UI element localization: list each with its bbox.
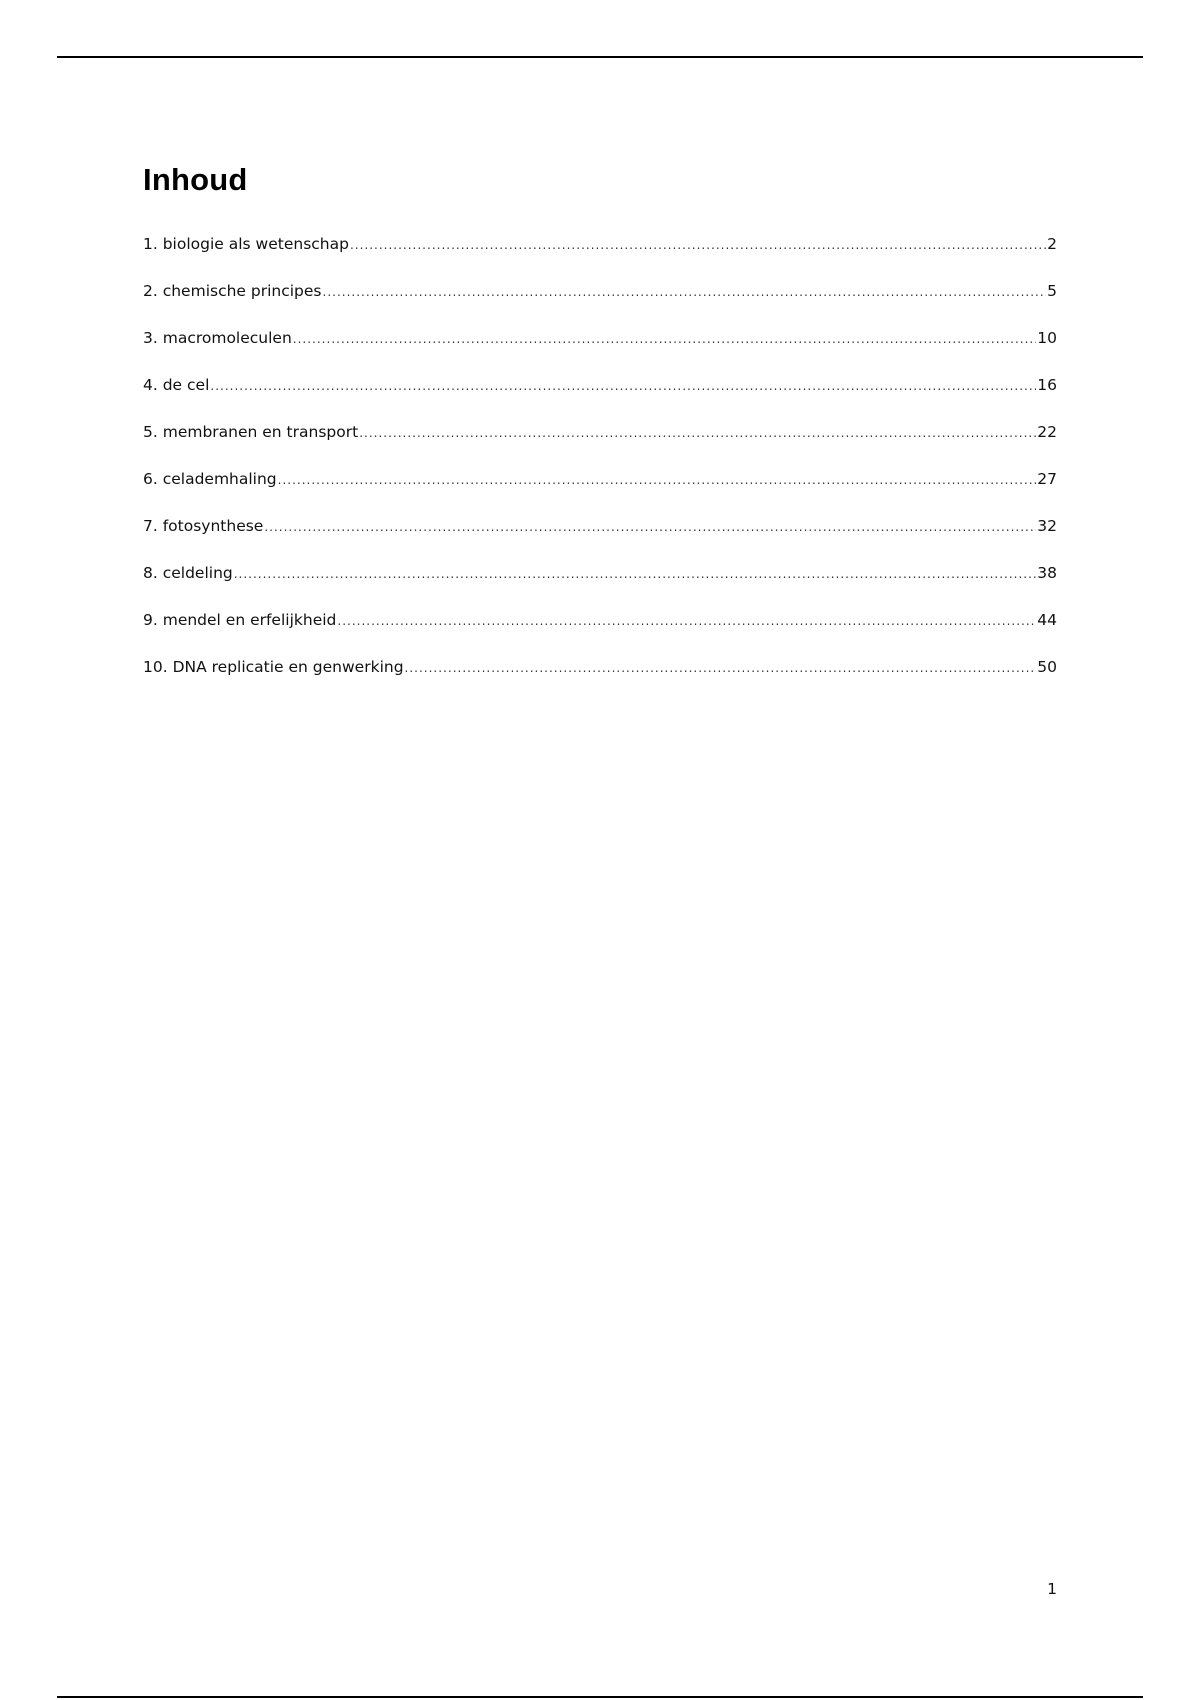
toc-dot-leader [323, 282, 1047, 302]
toc-entry-label: 3. macromoleculen [143, 329, 292, 347]
toc-entry-label: 4. de cel [143, 376, 210, 394]
toc-dot-leader [350, 235, 1046, 255]
toc-entry[interactable] [143, 281, 1057, 328]
toc-entry-page: 50 [1037, 658, 1057, 676]
toc-dot-leader [405, 658, 1037, 678]
toc-dot-leader [337, 611, 1036, 631]
toc-entry-label: 9. mendel en erfelijkheid [143, 611, 337, 629]
toc-dot-leader [293, 329, 1036, 349]
toc-entry-page: 10 [1037, 329, 1057, 347]
toc-entry-page: 44 [1037, 611, 1057, 629]
toc-entry[interactable] [143, 657, 1057, 704]
toc-entry[interactable] [143, 516, 1057, 563]
page-number: 1 [1047, 1580, 1057, 1598]
toc-dot-leader [264, 517, 1036, 537]
toc-entry-label: 10. DNA replicatie en genwerking [143, 658, 404, 676]
toc-entry-label: 8. celdeling [143, 564, 233, 582]
toc-entry[interactable] [143, 422, 1057, 469]
toc-entry[interactable] [143, 610, 1057, 657]
table-of-contents [143, 234, 1057, 704]
toc-entry-page: 2 [1047, 235, 1057, 253]
toc-entry-label: 1. biologie als wetenschap [143, 235, 349, 253]
toc-entry-page: 22 [1037, 423, 1057, 441]
toc-entry[interactable] [143, 234, 1057, 281]
toc-entry-page: 16 [1037, 376, 1057, 394]
toc-title: Inhoud [143, 162, 248, 197]
toc-entry-label: 7. fotosynthese [143, 517, 264, 535]
toc-entry[interactable] [143, 469, 1057, 516]
toc-entry-label: 6. celademhaling [143, 470, 277, 488]
toc-entry-page: 5 [1047, 282, 1057, 300]
document-page [143, 160, 1057, 676]
footer-rule [57, 1696, 1143, 1698]
toc-dot-leader [234, 564, 1037, 584]
toc-dot-leader [278, 470, 1037, 490]
toc-entry-page: 38 [1037, 564, 1057, 582]
toc-entry-label: 2. chemische principes [143, 282, 322, 300]
header-rule [57, 56, 1143, 58]
toc-dot-leader [210, 376, 1036, 396]
toc-entry-page: 32 [1037, 517, 1057, 535]
toc-entry[interactable] [143, 563, 1057, 610]
toc-entry-label: 5. membranen en transport [143, 423, 359, 441]
toc-dot-leader [359, 423, 1036, 443]
toc-entry[interactable] [143, 375, 1057, 422]
toc-entry[interactable] [143, 328, 1057, 375]
toc-entry-page: 27 [1037, 470, 1057, 488]
